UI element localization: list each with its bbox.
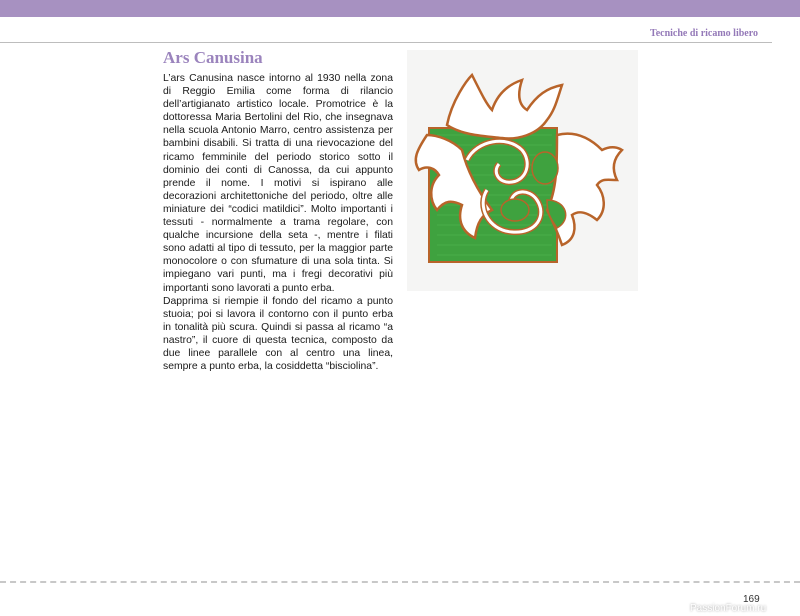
body-paragraph-1: L’ars Canusina nasce intorno al 1930 nella zona di Reggio Emilia come forma di rilancio dell’artigianato artistico locale. Promotrice è la dottoressa Maria Bertolini del Rio, che insegnava nella scuola Antonio Marro, centro assistenza per bambini disabili. Si tratta di una rievocazione del ricamo femminile del periodo storico sotto il dominio dei conti di Canossa, da cui appunto prende il nome. I motivi si ispirano alle decorazioni architettoniche del periodo, oltre alle miniature dei “codici matildici”. Molto importanti i tessuti - normalmente a trama regolare, con qualche incursione della seta -, mentre i filati sono adatti al tipo di tessuto, per la maggior parte monocolore o con sfumature di una sola tinta. Si impiegano vari punti, ma i fregi decorativi più importanti sono lavorati a punto erba. [163, 73, 393, 294]
running-header: Tecniche di ricamo libero [649, 28, 758, 39]
footer-divider [0, 581, 800, 583]
embroidery-photo [407, 50, 638, 291]
top-color-bar [0, 0, 800, 17]
embroidery-illustration [407, 50, 638, 291]
body-text [163, 72, 393, 373]
section-title: Ars Canusina [163, 48, 263, 67]
header-divider [0, 42, 772, 43]
page-number: 169 [743, 594, 760, 605]
body-paragraph-2: Dapprima si riempie il fondo del ricamo a punto stuoia; poi si lavora il contorno con il punto erba in tonalità più scura. Quindi si passa al ricamo “a nastro”, il cuore di questa tecnica, composto da due linee parallele con al centro una linea, sempre a punto erba, la cosiddetta “bisciolina”. [163, 295, 393, 373]
watermark: PassionForum.ru [690, 603, 767, 614]
